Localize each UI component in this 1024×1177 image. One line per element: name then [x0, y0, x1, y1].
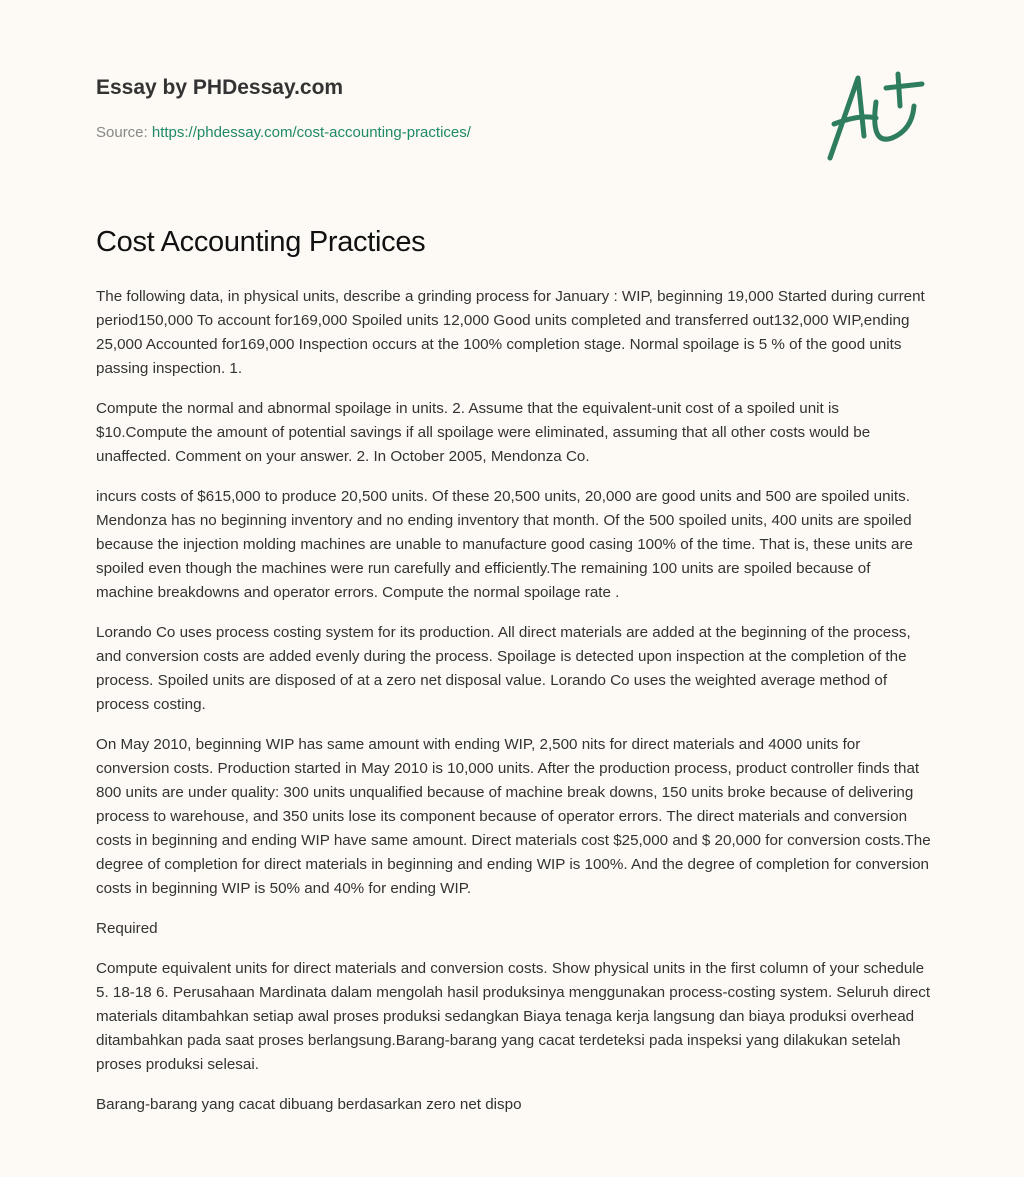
- site-title: Essay by PHDessay.com: [96, 76, 344, 99]
- paragraph: Barang-barang yang cacat dibuang berdasarkan zero net dispo: [96, 1096, 522, 1113]
- a-plus-logo-icon: [820, 66, 930, 166]
- source-link[interactable]: https://phdessay.com/cost-accounting-practices/: [151, 124, 471, 141]
- paragraph: Lorando Co uses process costing system for its production. All direct materials are added at the beginning of the process, and conversion costs are added evenly during the process. Spoilage is detected upon inspection at the completion of the process. Spoiled units are disposed of at a zero net disposal value. Lorando Co uses the weighted average method of process costing.: [96, 624, 911, 713]
- source-line: [96, 124, 471, 141]
- article-title: Cost Accounting Practices: [96, 226, 426, 258]
- paragraph: The following data, in physical units, describe a grinding process for January : WIP, beginning 19,000 Started during current period150,000 To account for169,000 Spoiled units 12,000 Good units completed and transferred out132,000 WIP,ending 25,000 Accounted for169,000 Inspection occurs at the 100% completion stage. Normal spoilage is 5 % of the good units passing inspection. 1.: [96, 288, 925, 377]
- paragraph: On May 2010, beginning WIP has same amount with ending WIP, 2,500 nits for direct materials and 4000 units for conversion costs. Production started in May 2010 is 10,000 units. After the production process, product controller finds that 800 units are under quality: 300 units unqualified because of machine break downs, 150 units broke because of delivering process to warehouse, and 350 units lose its component because of operator errors. The direct materials and conversion costs in beginning and ending WIP have same amount. Direct materials cost $25,000 and $ 20,000 for conversion costs.The degree of completion for direct materials in beginning and ending WIP is 100%. And the degree of completion for conversion costs in beginning WIP is 50% and 40% for ending WIP.: [96, 736, 931, 897]
- paragraph: Compute equivalent units for direct materials and conversion costs. Show physical units in the first column of your schedule 5. 18-18 6. Perusahaan Mardinata dalam mengolah hasil produksinya menggunakan process-costing system. Seluruh direct materials ditambahkan setiap awal proses produksi sedangkan Biaya tenaga kerja langsung dan biaya produksi overhead ditambahkan pada saat proses berlangsung.Barang-barang yang cacat terdeteksi pada inspeksi yang dilakukan setelah proses produksi selesai.: [96, 960, 931, 1073]
- source-label: Source:: [96, 124, 148, 141]
- paragraph: Compute the normal and abnormal spoilage in units. 2. Assume that the equivalent-unit cost of a spoiled unit is $10.Compute the amount of potential savings if all spoilage were eliminated, assuming that all other costs would be unaffected. Comment on your answer. 2. In October 2005, Mendonza Co.: [96, 400, 871, 465]
- paragraph: incurs costs of $615,000 to produce 20,500 units. Of these 20,500 units, 20,000 are good units and 500 are spoiled units. Mendonza has no beginning inventory and no ending inventory that month. Of the 500 spoiled units, 400 units are spoiled because the injection molding machines are unable to manufacture good casing 100% of the time. That is, these units are spoiled even though the machines were run carefully and efficiently.The remaining 100 units are spoiled because of machine breakdowns and operator errors. Compute the normal spoilage rate .: [96, 488, 913, 601]
- paragraph: Required: [96, 920, 158, 937]
- article-body: [96, 285, 932, 1133]
